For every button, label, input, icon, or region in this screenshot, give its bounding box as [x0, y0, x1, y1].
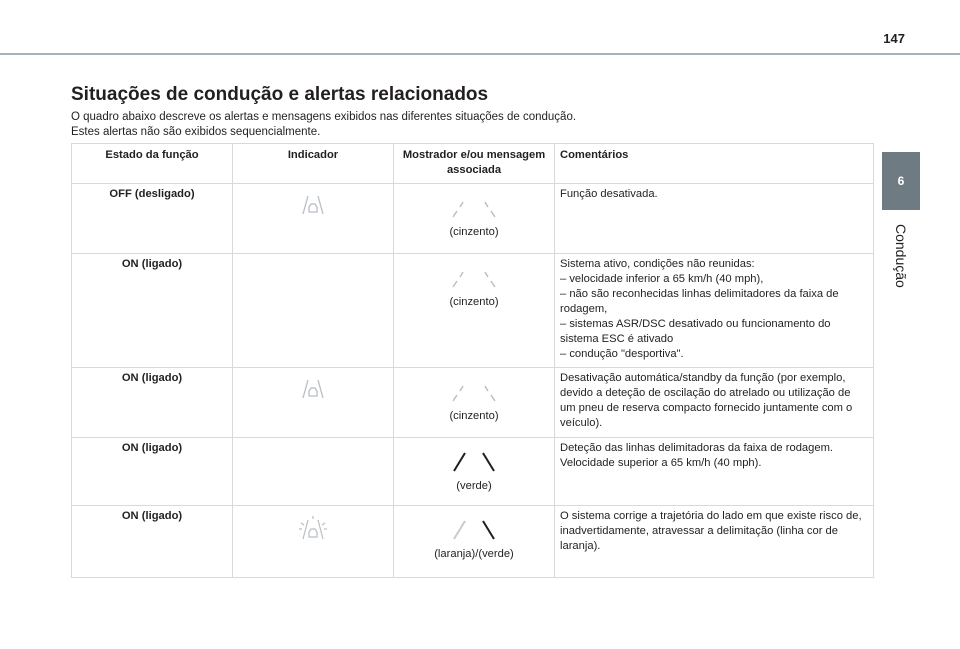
row-comment: O sistema corrige a trajetória do lado em que existe risco de, inadvertidamente, atravessar a delimitação (linha cor de laranja). [560, 510, 862, 552]
table-row [72, 184, 874, 254]
row-state: ON (ligado) [72, 438, 233, 506]
table-row [72, 254, 874, 368]
lane-departure-warning-icon [300, 377, 326, 401]
display-caption: (laranja)/(verde) [434, 548, 514, 560]
display-caption: (cinzento) [449, 410, 499, 422]
row-state: ON (ligado) [72, 368, 233, 438]
intro-line: Estes alertas não são exibidos sequencialmente. [71, 126, 321, 138]
row-state: ON (ligado) [72, 254, 233, 368]
table-header-row [72, 144, 874, 184]
alerts-table [71, 143, 874, 578]
row-comment: – sistemas ASR/DSC desativado ou funcionamento do sistema ESC é ativado [560, 318, 831, 345]
row-comment: Desativação automática/standby da função (por exemplo, devido a deteção de oscilação do atrelado ou utilização de um pneu de reserva compacto fornecido juntamente com o veículo). [560, 372, 853, 429]
display-caption: (verde) [456, 480, 492, 492]
row-indicator-empty [233, 438, 394, 506]
row-comment: Velocidade superior a 65 km/h (40 mph). [560, 457, 762, 469]
lane-lines-dashed-icon [446, 379, 502, 405]
lane-lines-left-highlight-icon [446, 517, 502, 543]
lane-lines-dashed-icon [446, 195, 502, 221]
header-state: Estado da função [72, 144, 233, 184]
page-title: Situações de condução e alertas relacionados [71, 84, 489, 105]
row-comment: – velocidade inferior a 65 km/h (40 mph), [560, 273, 764, 285]
table-row [72, 506, 874, 578]
row-comment: Deteção das linhas delimitadoras da faixa de rodagem. [560, 442, 834, 454]
table-row [72, 368, 874, 438]
chapter-tab: 6 [882, 152, 920, 210]
row-comment: Função desativada. [560, 188, 658, 200]
intro-line: O quadro abaixo descreve os alertas e mensagens exibidos nas diferentes situações de condução. [71, 111, 577, 123]
row-comment: – condução "desportiva". [560, 348, 684, 360]
header-rule [0, 53, 960, 55]
row-comment: Sistema ativo, condições não reunidas: [560, 258, 755, 270]
page-number: 147 [883, 31, 905, 46]
lane-departure-warning-icon [300, 193, 326, 217]
display-caption: (cinzento) [449, 296, 499, 308]
lane-lines-dashed-icon [446, 265, 502, 291]
lane-departure-warning-active-icon [298, 515, 328, 543]
row-state: ON (ligado) [72, 506, 233, 578]
lane-lines-solid-icon [446, 449, 502, 475]
header-display: Mostrador e/ou mensagem associada [394, 144, 555, 184]
row-indicator-empty [233, 254, 394, 368]
header-comments: Comentários [555, 144, 874, 184]
header-indicator: Indicador [233, 144, 394, 184]
intro-text [71, 110, 831, 140]
display-caption: (cinzento) [449, 226, 499, 238]
chapter-label: Condução [893, 224, 909, 288]
row-state: OFF (desligado) [72, 184, 233, 254]
table-row [72, 438, 874, 506]
row-comment: – não são reconhecidas linhas delimitadores da faixa de rodagem, [560, 288, 839, 315]
